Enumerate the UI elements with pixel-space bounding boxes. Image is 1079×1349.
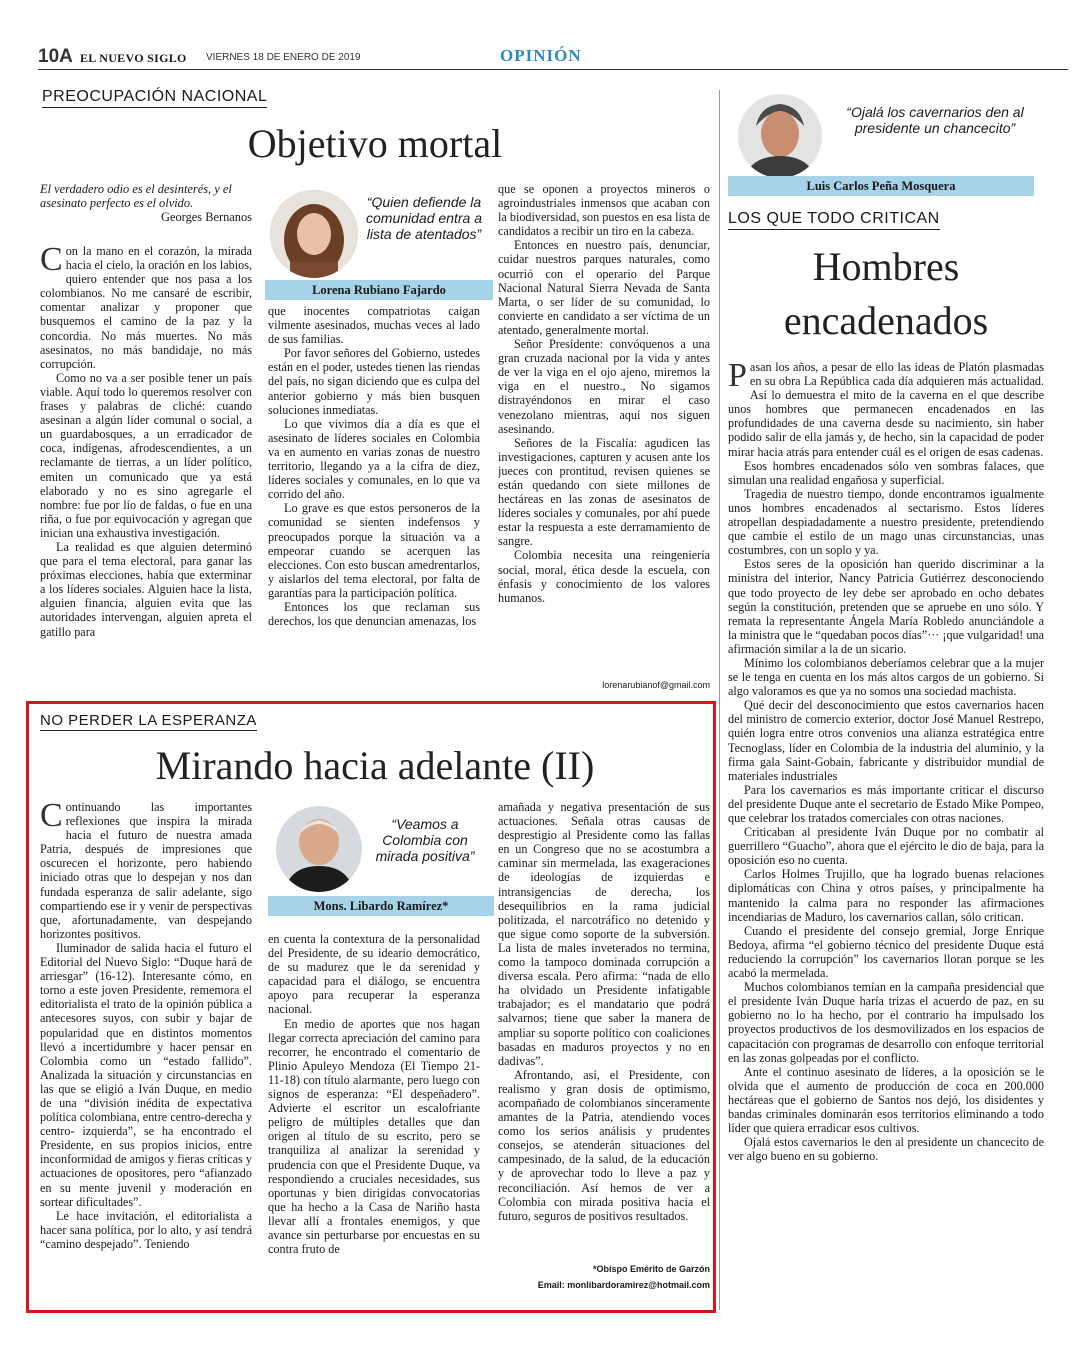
paragraph: Ojalá estos cavernarios le den al presidente un chancecito de ver algo bueno en su gobierno. (728, 1135, 1044, 1164)
column-divider (719, 90, 720, 1310)
author-photo-lorena (270, 190, 358, 278)
article1-headline: Objetivo mortal (247, 121, 503, 166)
article3-author: Luis Carlos Peña Mosquera (728, 176, 1034, 196)
paragraph: Iluminador de salida hacia el futuro el Editorial del Nuevo Siglo: “Duque hará de arriesgar” (16-12). Interesante cómo, en torno a este joven Presidente, rememora el editorialista el trato de la opinión pública a antecesores suyos, con subir y bajar de popularidad que en distintos momentos llevó a incertidumbre y hacer pensar en Colombia como un “estado fallido”. Analizada la situación y circunstancias en las que se eligió a Iván Duque, en medio de una “división inédita de expectativa política colombiana, entre centro-derecha y centro- izquierda”, se ha encontrado el Presidente, en sus propios inicios, entre inconformidad de amigos y fieras críticas y actuaciones de opositores, pero “afianzado en su mente juvenil y moderación en sortear dificultades”. (40, 940, 252, 1209)
paragraph: Como no va a ser posible tener un país viable. Aquí todo lo queremos resolver con frases y palabras de cliché: cuando asesinan a algún líder comunal o social, a un guardabosques, a un erradicador de coca, indígenas, afrodescendientes, a un reclamante de tierras, a un líder político, emiten un comunicado que ya está elaborado y no es sino agregarle el nombre: fue por lío de faldas, o fue en una riña, o fue por equivocación y agregan que inician una exhaustiva investigación. (40, 370, 252, 540)
paragraph: que inocentes compatriotas caigan vilmente asesinados, muchas veces al lado de sus familias. (268, 304, 480, 347)
author-photo-luis (738, 94, 822, 178)
article2-column-2 (268, 932, 480, 1305)
paragraph: Continuando las importantes reflexiones que inspira la mirada hacia el futuro de nuestra amada Patria, después de impresiones que oscurecen el horizonte, pero habiendo iniciado otras que lo despejan y nos dan fundada esperanza de salir adelante, sigo compartiendo ese ir y venir de perspectivas que, afortunadamente, van despejando horizontes positivos. (40, 800, 252, 941)
paragraph: Ante el continuo asesinato de líderes, a la oposición se le olvida que el aumento de producción de coca en 200.000 hectáreas que el gobierno de Santos nos dejó, los disidentes y bandas criminales dominarán esos territorios eliminando a todo líder que quiera erradicar esos cultivos. (728, 1064, 1044, 1136)
article1-column-2 (268, 304, 480, 696)
masthead (38, 44, 1068, 70)
paragraph: en cuenta la contextura de la personalidad del Presidente, de su ideario democrático, de su madurez que le da serenidad y capacidad para el diálogo, se encuentra apoyo para recuperar la esperanza nacional. (268, 932, 480, 1017)
paragraph: Estos seres de la oposición han querido discriminar a la ministra del interior, Nancy Patricia Gutiérrez desconociendo que todo proyecto de ley debe ser aprobado en ocho debates según la constitución, pretenden que se apruebe en uno sólo. Y remata la representante Ángela María Robledo anunciándole a la ministra que le “quedaban pocos días”··· ¡que vulgaridad! una afirmación similar a la de un sicario. (728, 557, 1044, 656)
issue-date: VIERNES 18 DE ENERO DE 2019 (206, 52, 361, 63)
paragraph: Criticaban al presidente Iván Duque por no combatir al guerrillero “Guacho”, ahora que el ejército le dio de baja, para la oposición eso no cuenta. (728, 825, 1044, 868)
article3-kicker: LOS QUE TODO CRITICAN (728, 210, 940, 230)
paragraph: Con la mano en el corazón, la mirada hacia el cielo, la oración en los labios, quiero entender que nos pasa a los colombianos. No me cansaré de escribir, comentar analizar y proponer que busquemos el camino de la paz y la concordia. No más muertes. No más asesinatos, no más bandidaje, no más corrupción. (40, 244, 252, 371)
article1-kicker: PREOCUPACIÓN NACIONAL (42, 88, 267, 108)
paragraph: Lo grave es que estos personeros de la comunidad se sienten indefensos y preocupados porque la situación va a empeorar cuando se acerquen las elecciones. Con esto buscan amedrentarlos, y aislarlos del tema electoral, por falta de garantías para la participación política. (268, 501, 480, 600)
paragraph: Colombia necesita una reingeniería social, moral, ética desde la escuela, con énfasis y conocimiento de los valores humanos. (498, 548, 710, 605)
epigraph-author: Georges Bernanos (161, 210, 252, 225)
paragraph: Entonces en nuestro país, denunciar, cuidar nuestros parques naturales, como ocurrió con el operario del Parque Nacional Natural Sierra Nevada de Santa Marta, o ser líder de su comunidad, lo convierte en candidato a ser víctima de un atentado, generalmente mortal. (498, 238, 710, 337)
paragraph: que se oponen a proyectos mineros o agroindustriales inmensos que acaban con la biodiversidad, son puestos en esa lista de candidatos a recibir un tiro en la cabeza. (498, 182, 710, 239)
article2-column-3 (498, 800, 710, 1260)
paragraph: En medio de aportes que nos hagan llegar correcta apreciación del camino para recorrer, he encontrado el comentario de Plinio Apuleyo Mendoza (El Tiempo 21-11-18) con título alarmante, pero luego con signos de esperanza: “El despeñadero”. Advierte el escritor un escalofriante peligro de múltiples detalles que dan origen al título de su escrito, pero se tranquiliza al analizar la serenidad y prudencia con que el Presidente Duque, va respondiendo a cruciales necesidades, sus oportunas y bien dirigidas convocatorias que ha hecho a la Casa de Nariño hasta llevar allí a frontales enemigos, y que avance sin perturbarse por encuestas en su contra fruto de (268, 1016, 480, 1257)
article1-email: lorenarubianof@gmail.com (602, 680, 710, 690)
paragraph: Para los cavernarios es más importante criticar el discurso del presidente Duque ante el secretario de Estado Mike Pompeo, que celebrar los tratados comerciales con otras naciones. (728, 782, 1044, 825)
paper-name: EL NUEVO SIGLO (80, 51, 187, 65)
article3-pull-quote: “Ojalá los cavernarios den al presidente un chancecito” (846, 104, 1024, 136)
paragraph: Tragedia de nuestro tiempo, donde encontramos igualmente unos hombres encadenados al sectarismo. Estos líderes atropellan despiadadamente a nuestro presidente, pretendiendo que cambie el estilo de un mago unas circunstancias, unas costumbres, con un soplo y ya. (728, 486, 1044, 558)
article2-email: Email: monlibardoramirez@hotmail.com (537, 1280, 710, 1290)
paragraph: amañada y negativa presentación de sus actuaciones. Señala otras causas de desprestigio al Presidente como las fallas en un Congreso que no se acostumbra a caminar sin mermelada, las exageraciones de ideologías de izquierdas e intransigencias de derecha, los desequilibrios en la rama judicial politizada, el narcotráfico no detenido y que sigue como soporte de la subversión. La lista de males inveterados no termina, como la tampoco dominada corrupción a diversa escala. Pero afirma: “nada de ello ha olvidado un Presidente infatigable trabajador; es el mandatario que podrá salvarnos; tiene que saber la manera de ampliar su soporte político con coaliciones basadas en maduros proyectos y no en dadivas”. (498, 800, 710, 1068)
paragraph: Señores de la Fiscalía: agudicen las investigaciones, capturen y acusen ante los jueces con prontitud, revisen quienes se están quedando con siete millones de hectáreas en las zonas de asesinatos de líderes sociales y comunales, por ahí puede estar la respuesta a este derramamiento de sangre. (498, 435, 710, 549)
paragraph: Qué decir del desconocimiento que estos cavernarios hacen del ministro de comercio exterior, doctor José Manuel Restrepo, quién logra entre otros convenios una alianza estratégica entre Tecnoglass, líder en Colombia de la industria del aluminio, y la firma gala Saint-Gobain, fabricante y distribuidor mundial de materiales industriales (728, 698, 1044, 783)
article3-headline (728, 240, 1044, 348)
paragraph: Señor Presidente: convóquenos a una gran cruzada nacional por la vida y antes de ver la viga en el ojo ajeno, miremos la viga en el nuestro., No sigamos distrayéndonos en mirar el caso venezolano mientras, aquí nos siguen asesinando. (498, 337, 710, 436)
article1-author: Lorena Rubiano Fajardo (265, 280, 493, 300)
portrait-icon (270, 190, 358, 278)
article1-column-3 (498, 182, 710, 678)
article1-column-1 (40, 244, 252, 696)
portrait-icon (276, 806, 362, 892)
paragraph: Pasan los años, a pesar de ello las ideas de Platón plasmadas en su obra La República cada día adquieren más actualidad. Así lo demuestra el mito de la caverna en el que describe unos hombres que permanecen encadenados en las profundidades de una caverna desde su nacimiento, sin haber podido salir de ella jamás y, de hecho, sin la capacidad de poder mirar hacia atrás para entender cuál es el origen de esas cadenas. (728, 360, 1044, 459)
article1-epigraph (40, 182, 252, 225)
paragraph: Esos hombres encadenados sólo ven sombras falaces, que simulan una realidad engañosa y superficial. (728, 458, 1044, 487)
headline-line-2: encadenados (783, 298, 989, 343)
article2-column-1 (40, 800, 252, 1305)
paragraph: Le hace invitación, el editorialista a hacer sana política, por lo alto, y así tendrá “camino despejado”. Teniendo (40, 1208, 252, 1251)
article2-signature: *Obispo Emérito de Garzón (592, 1264, 710, 1274)
paragraph: Muchos colombianos temían en la campaña presidencial que el presidente Iván Duque haría trizas el acuerdo de paz, en su gobierno no lo ha hecho, por el contrario ha impulsado los proyectos productivos de los desmovilizados en los espacios de capacitación con programas de desarrollo con enfoque territorial en las zonas golpeadas por el conflicto. (728, 980, 1044, 1065)
paragraph: Por favor señores del Gobierno, ustedes están en el poder, ustedes tienen las riendas del país, no sigan diciendo que es culpa del anterior gobierno y más bien busquen soluciones inmediatas. (268, 346, 480, 417)
article2-pull-quote: “Veamos a Colombia con mirada positiva” (375, 816, 475, 864)
portrait-icon (738, 94, 822, 178)
author-photo-libardo (276, 806, 362, 892)
paragraph: Cuando el presidente del consejo gremial, Jorge Enrique Bedoya, afirma “el gobierno técnico del presidente Duque está reduciendo la corrupción” los cavernarios lloran porque se les acabó la mermelada. (728, 923, 1044, 981)
section-title: OPINIÓN (500, 46, 582, 65)
paragraph: La realidad es que alguien determinó que para el tema electoral, para ganar las próximas elecciones, había que exterminar a los líderes sociales. Alguien hace la lista, alguien financia, alguien evita que las autoridades intervengan, alguien apreta el gatillo para (40, 539, 252, 639)
page-number: 10A (38, 46, 73, 67)
paragraph: Carlos Holmes Trujillo, que ha logrado buenas relaciones diplomáticas con China y otros países, y principalmente ha mantenido la calma para no responder las afirmaciones incendiarias de Maduro, los cavernarios callan, sólo critican. (728, 867, 1044, 924)
epigraph-quote: El verdadero odio es el desinterés, y el asesinato perfecto es el olvido. (40, 182, 232, 211)
paragraph: Mínimo los colombianos deberíamos celebrar que a la mujer se le tenga en cuenta en los más altos cargos de un gobierno. Si algo valoramos es que ya no somos una sociedad machista. (728, 655, 1044, 699)
paragraph: Afrontando, así, el Presidente, con realismo y gran dosis de optimismo, acompañado de colombianos sinceramente amantes de la Patria, atendiendo voces como los serios análisis y prudentes consejos, se atenderán situaciones del campesinado, de la salud, de la educación y de aprovechar todo lo lleve a paz y reconciliación. Así hemos de ver a Colombia con mirada positiva hacia el futuro, seguros de positivos resultados. (498, 1067, 710, 1223)
paragraph: Entonces los que reclaman sus derechos, los que denuncian amenazas, los (268, 599, 480, 629)
article2-author: Mons. Libardo Ramírez* (268, 896, 494, 916)
headline-line-1: Hombres (812, 244, 960, 289)
article3-body (728, 360, 1044, 1305)
article2-kicker: NO PERDER LA ESPERANZA (40, 712, 257, 729)
paragraph: Lo que vivimos día a día es que el asesinato de líderes sociales en Colombia va en aumento en varias zonas de nuestro territorio, llegando ya a la cifra de diez, líderes sociales y comunales, en lo que va corrido del año. (268, 416, 480, 502)
article1-pull-quote: “Quien defiende la comunidad entra a lista de atentados” (366, 194, 482, 242)
article2-headline: Mirando hacia adelante (II) (155, 743, 595, 788)
